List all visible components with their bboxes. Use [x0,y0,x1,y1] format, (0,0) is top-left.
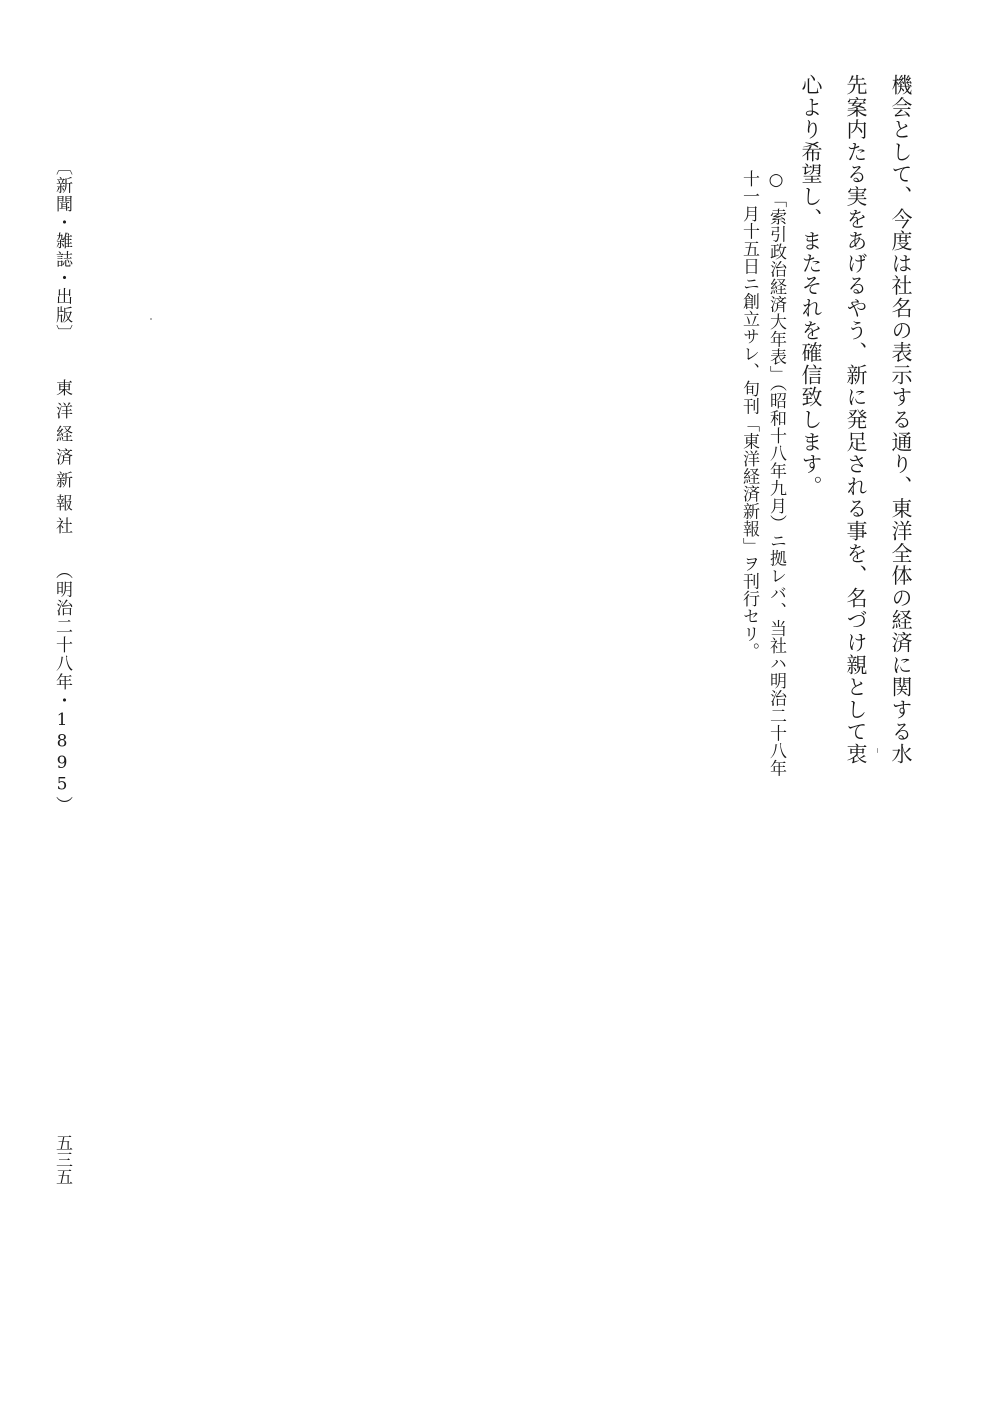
body-text-line-2: 先案内たる実をあげるやう、新に発足される事を、名づけ親として衷 [844,74,868,766]
running-head-founded: （明治二十八年・1895） [52,562,72,815]
body-text-line-3: 心より希望し、またそれを確信致します。 [799,74,823,498]
scan-speck [877,748,878,753]
body-text-line-1: 機会として、今度は社名の表示する通り、東洋全体の経済に関する水 [889,74,913,766]
page-number: 五三五 [52,1134,72,1185]
scan-speck [150,318,152,320]
running-head [50,158,75,815]
note-line-2: 十一月十五日ニ創立サレ、旬刊「東洋経済新報」ヲ刊行セリ。 [739,170,759,660]
running-head-section: 〔新聞・雑誌・出版〕 [52,158,72,343]
running-head-company: 東洋経済新報社 [52,379,72,540]
note-line-1: ○「索引政治経済大年表」（昭和十八年九月）ニ拠レバ、当社ハ明治二十八年 [766,170,786,777]
